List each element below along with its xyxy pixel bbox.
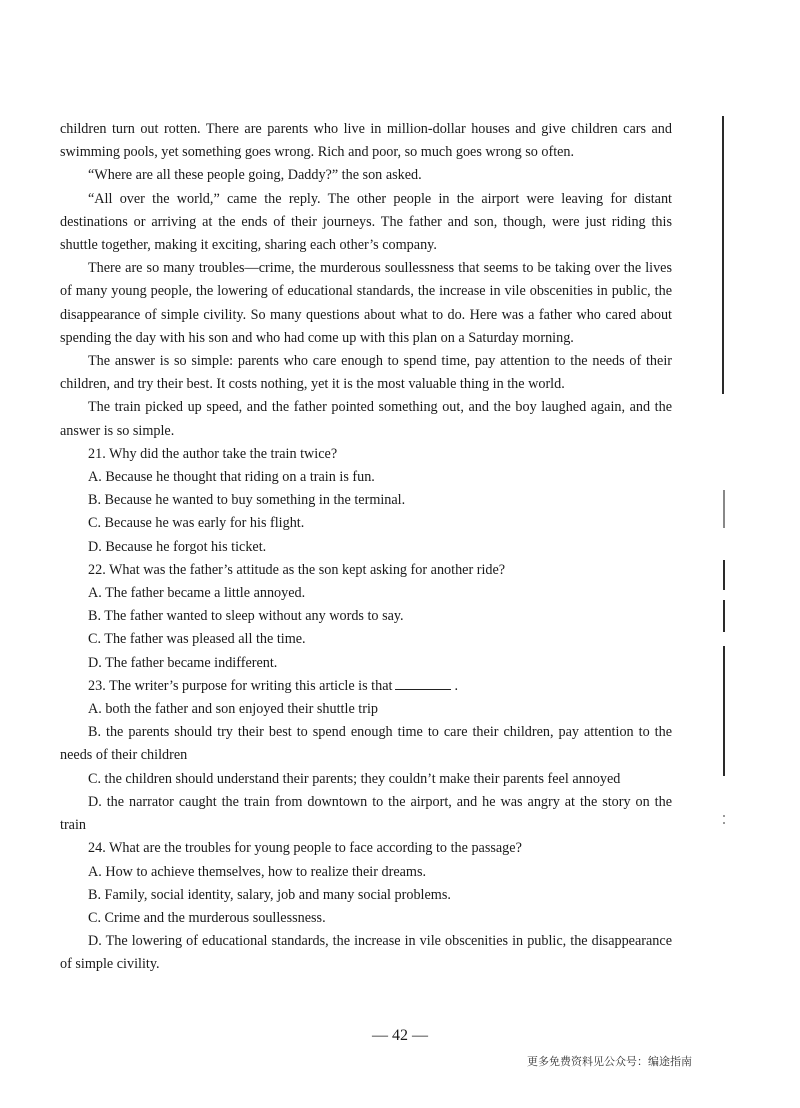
scan-artifact-line	[723, 560, 725, 590]
paragraph: The answer is so simple: parents who care enough to spend time, pay attention to the needs of their children, and try their best. It costs nothing, yet it is the most valuable thing in the world.	[60, 353, 672, 393]
paragraph: “All over the world,” came the reply. The other people in the airport were leaving for distant destinations or arriving at the ends of their journeys. The father and son, though, were just riding this shuttle together, making it exciting, sharing each other’s company.	[60, 190, 672, 254]
scan-artifact-line	[723, 646, 725, 776]
passage-text	[60, 118, 672, 977]
question-option: B. Family, social identity, salary, job and many social problems.	[88, 886, 451, 903]
question-stem-end: .	[454, 677, 458, 694]
question-option: B. the parents should try their best to spend enough time to care their children, pay attention to the needs of their children	[60, 724, 672, 764]
question-stem: 23. The writer’s purpose for writing this article is that	[88, 677, 393, 694]
scan-artifact-line	[722, 116, 724, 394]
scan-artifact-line	[723, 490, 725, 528]
page-number: — 42 —	[372, 1027, 428, 1044]
question-stem: 22. What was the father’s attitude as the son kept asking for another ride?	[88, 561, 506, 578]
question-stem: 24. What are the troubles for young people to face according to the passage?	[88, 840, 522, 857]
answer-blank	[395, 675, 451, 690]
question-option: A. How to achieve themselves, how to realize their dreams.	[88, 863, 427, 880]
footer-note: 更多免费资料见公众号：编途指南	[527, 1055, 692, 1068]
question-option: C. Because he was early for his flight.	[88, 515, 305, 532]
question-option: C. The father was pleased all the time.	[88, 631, 306, 648]
question-option: D. The father became indifferent.	[88, 654, 278, 671]
question-stem: 21. Why did the author take the train twice?	[88, 445, 338, 462]
question-option: D. The lowering of educational standards, the increase in vile obscenities in public, the disappearance of simple civility.	[60, 933, 672, 973]
question-stem-with-blank	[60, 675, 672, 698]
paragraph: children turn out rotten. There are parents who live in million-dollar houses and give children cars and swimming pools, yet something goes wrong. Rich and poor, so much goes wrong so often.	[60, 121, 672, 161]
question-option: A. The father became a little annoyed.	[88, 585, 306, 602]
paragraph: There are so many troubles—crime, the murderous soullessness that seems to be taking over the lives of many young people, the lowering of educational standards, the increase in vile obscenities in public, the disappearance of simple civility. So many questions about what to do. Here was a father who cared about spending the day with his son and who had come up with this plan on a Saturday morning.	[60, 260, 672, 346]
question-option: B. The father wanted to sleep without any words to say.	[88, 608, 404, 625]
paragraph: The train picked up speed, and the father pointed something out, and the boy laughed again, and the answer is so simple.	[60, 399, 672, 439]
scan-artifact-line	[723, 600, 725, 632]
question-option: D. the narrator caught the train from downtown to the airport, and he was angry at the story on the train	[60, 793, 672, 834]
question-option: D. Because he forgot his ticket.	[88, 538, 267, 555]
question-option: C. Crime and the murderous soullessness.	[88, 909, 326, 926]
question-option: A. Because he thought that riding on a train is fun.	[88, 469, 375, 486]
question-option: A. both the father and son enjoyed their shuttle trip	[88, 701, 378, 718]
paragraph: “Where are all these people going, Daddy?” the son asked.	[88, 167, 422, 184]
question-option: C. the children should understand their parents; they couldn’t make their parents feel annoyed	[88, 770, 621, 787]
scan-artifact-mark	[723, 815, 725, 817]
question-option: B. Because he wanted to buy something in the terminal.	[88, 492, 406, 509]
scan-artifact-mark	[723, 822, 725, 824]
